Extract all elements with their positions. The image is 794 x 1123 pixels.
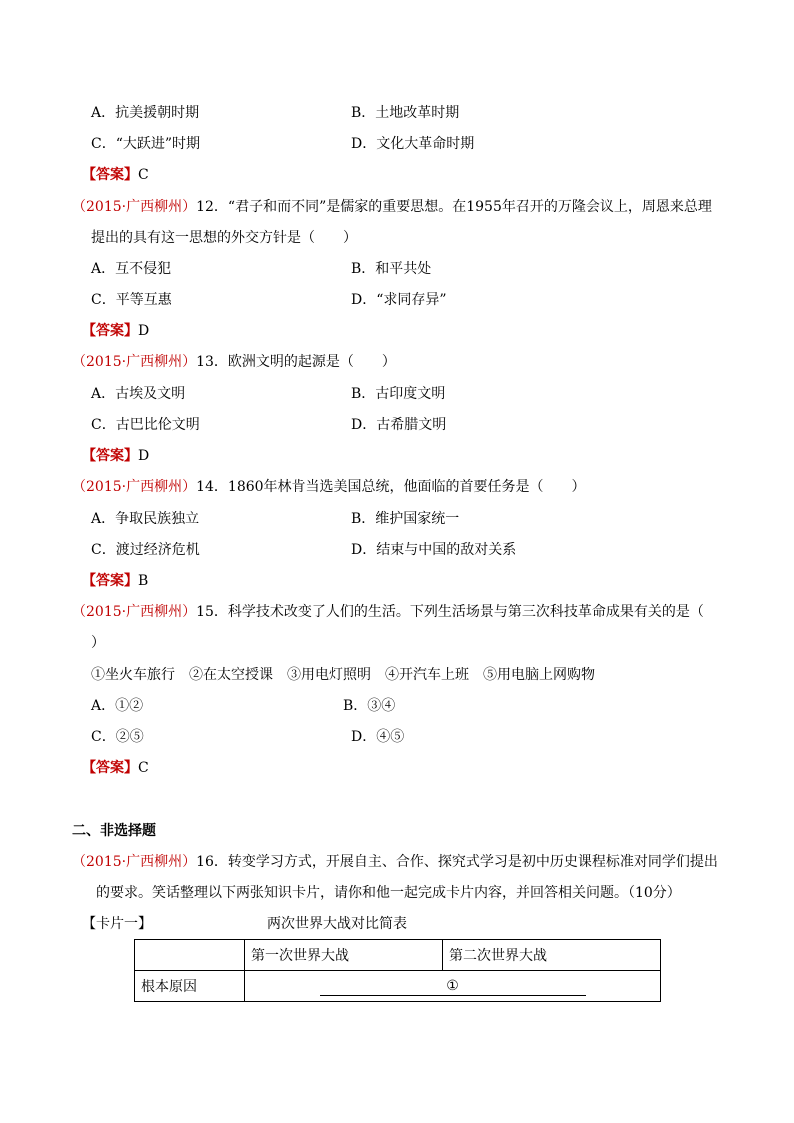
q11-option-c: C．“大跃进”时期 [91, 136, 201, 152]
q12-option-b: B．和平共处 [351, 261, 432, 277]
q13-stem [72, 353, 396, 371]
question-text: 15．科学技术改变了人们的生活。下列生活场景与第三次科技革命成果有关的是（ [196, 604, 704, 620]
q13-option-a: A．古埃及文明 [91, 386, 186, 402]
q12-option-d: D．“求同存异” [351, 292, 447, 308]
card-title: 两次世界大战对比简表 [267, 916, 407, 932]
q14-option-b: B．维护国家统一 [351, 511, 460, 527]
q12-answer [82, 322, 149, 340]
question-text: 14．1860年林肯当选美国总统，他面临的首要任务是（ ） [196, 479, 586, 495]
comparison-table [134, 939, 661, 1002]
table-header-ww2: 第二次世界大战 [443, 940, 661, 971]
q15-option-c: C．②⑤ [91, 729, 144, 745]
q13-option-d: D．古希腊文明 [351, 417, 447, 433]
answer-tag: 【答案】 [82, 573, 138, 589]
table-row [135, 971, 661, 1002]
q15-stem-cont: ） [91, 635, 105, 651]
answer-tag: 【答案】 [82, 167, 138, 183]
q11-option-a: A．抗美援朝时期 [91, 105, 200, 121]
q15-option-a: A．①② [91, 698, 144, 714]
q14-option-d: D．结束与中国的敌对关系 [351, 542, 517, 558]
question-source: （2015·广西柳州） [72, 199, 197, 215]
table-row-label: 根本原因 [135, 971, 245, 1002]
question-text: 16．转变学习方式，开展自主、合作、探究式学习是初中历史课程标准对同学们提出 [196, 854, 718, 870]
table-cell [135, 940, 245, 971]
card-label: 【卡片一】 [82, 916, 152, 932]
q11-option-d: D．文化大革命时期 [351, 136, 475, 152]
q12-option-c: C．平等互惠 [91, 292, 172, 308]
q11-answer [82, 166, 149, 184]
q14-option-a: A．争取民族独立 [91, 511, 200, 527]
q13-answer [82, 447, 149, 465]
q15-items: ①坐火车旅行 ②在太空授课 ③用电灯照明 ④开汽车上班 ⑤用电脑上网购物 [91, 667, 595, 683]
q12-option-a: A．互不侵犯 [91, 261, 172, 277]
q15-option-d: D．④⑤ [351, 729, 405, 745]
q12-stem [72, 198, 712, 216]
answer-value: C [138, 167, 149, 183]
q14-stem [72, 478, 586, 496]
q15-stem [72, 603, 704, 621]
q12-stem-cont: 提出的具有这一思想的外交方针是（ ） [91, 230, 357, 246]
table-header-ww1: 第一次世界大战 [245, 940, 443, 971]
answer-tag: 【答案】 [82, 323, 138, 339]
question-source: （2015·广西柳州） [72, 854, 197, 870]
question-source: （2015·广西柳州） [72, 479, 197, 495]
q14-answer [82, 572, 148, 590]
q13-option-b: B．古印度文明 [351, 386, 446, 402]
question-text: 12．“君子和而不同”是儒家的重要思想。在1955年召开的万隆会议上，周恩来总理 [196, 199, 712, 215]
section-title: 二、非选择题 [72, 823, 156, 839]
answer-value: D [138, 448, 150, 464]
answer-value: D [138, 323, 150, 339]
question-source: （2015·广西柳州） [72, 354, 197, 370]
answer-value: C [138, 760, 149, 776]
answer-tag: 【答案】 [82, 760, 138, 776]
question-text: 13．欧洲文明的起源是（ ） [196, 354, 396, 370]
fill-blank-1[interactable]: ① [320, 977, 586, 996]
q15-answer [82, 759, 149, 777]
answer-tag: 【答案】 [82, 448, 138, 464]
root-cause-blank-cell[interactable] [245, 971, 661, 1002]
q13-option-c: C．古巴比伦文明 [91, 417, 200, 433]
question-source: （2015·广西柳州） [72, 604, 197, 620]
q14-option-c: C．渡过经济危机 [91, 542, 200, 558]
q16-stem [72, 853, 718, 871]
q15-option-b: B．③④ [343, 698, 396, 714]
q16-stem-cont: 的要求。笑话整理以下两张知识卡片，请你和他一起完成卡片内容，并回答相关问题。（10分） [96, 885, 681, 901]
answer-value: B [138, 573, 149, 589]
q11-option-b: B．土地改革时期 [351, 105, 460, 121]
table-header-row [135, 940, 661, 971]
